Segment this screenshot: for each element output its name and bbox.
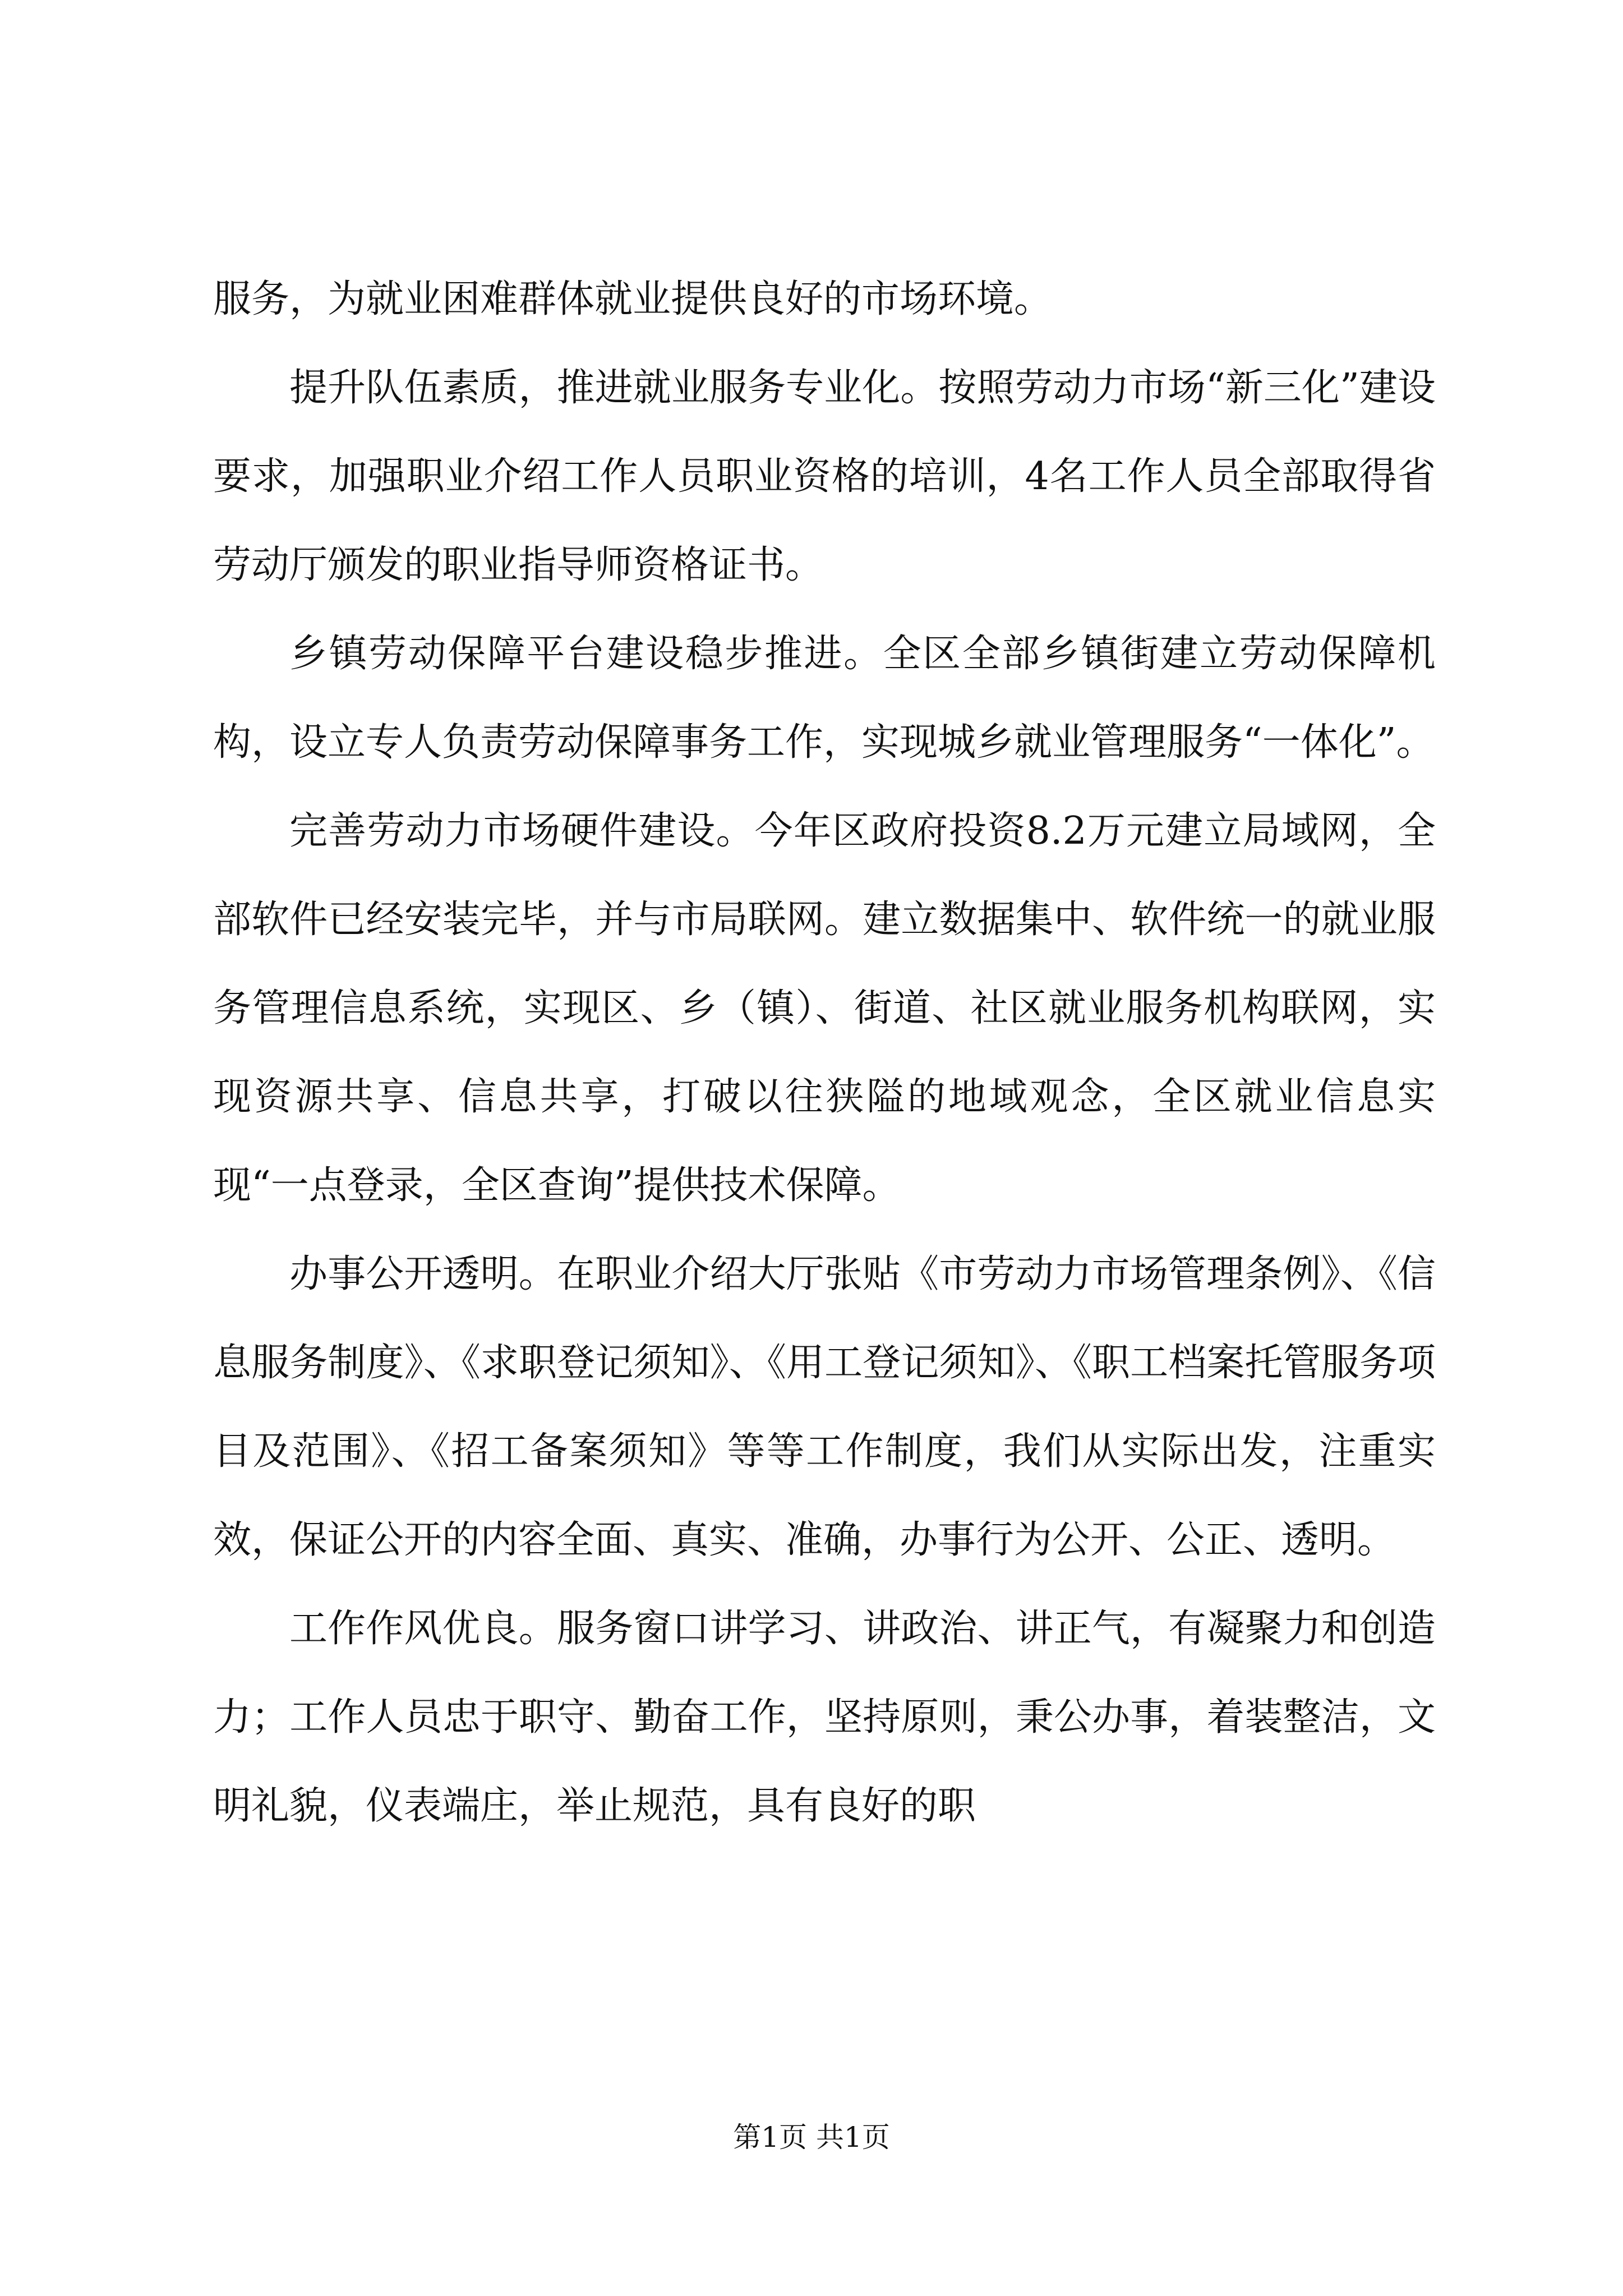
paragraph-team-quality: 提升队伍素质，推进就业服务专业化。按照劳动力市场“新三化”建设要求，加强职业介绍工作人员职业资格的培训，4名工作人员全部取得省劳动厅颁发的职业指导师资格证书。 <box>213 366 1436 587</box>
paragraph-work-style: 工作作风优良。服务窗口讲学习、讲政治、讲正气，有凝聚力和创造力；工作人员忠于职守、勤奋工作，坚持原则，秉公办事，着装整洁，文明礼貌，仪表端庄，举止规范，具有良好的职 <box>213 1607 1436 1828</box>
paragraph-hardware-construction: 完善劳动力市场硬件建设。今年区政府投资8.2万元建立局域网，全部软件已经安装完毕，并与市局联网。建立数据集中、软件统一的就业服务管理信息系统，实现区、乡（镇）、街道、社区就业服务机构联网，实现资源共享、信息共享，打破以往狭隘的地域观念，全区就业信息实现“一点登录，全区查询”提供技术保障。 <box>213 809 1436 1208</box>
page-footer: 第1页 共1页 <box>733 2121 890 2154</box>
paragraph-transparency: 办事公开透明。在职业介绍大厅张贴《市劳动力市场管理条例》、《信息服务制度》、《求职登记须知》、《用工登记须知》、《职工档案托管服务项目及范围》、《招工备案须知》等等工作制度，我们从实际出发，注重实效，保证公开的内容全面、真实、准确，办事行为公开、公正、透明。 <box>213 1252 1436 1562</box>
document-body <box>213 255 1436 1851</box>
paragraph-continuation: 服务，为就业困难群体就业提供良好的市场环境。 <box>213 277 1053 321</box>
paragraph-township-platform: 乡镇劳动保障平台建设稳步推进。全区全部乡镇街建立劳动保障机构，设立专人负责劳动保障事务工作，实现城乡就业管理服务“一体化”。 <box>213 632 1436 765</box>
